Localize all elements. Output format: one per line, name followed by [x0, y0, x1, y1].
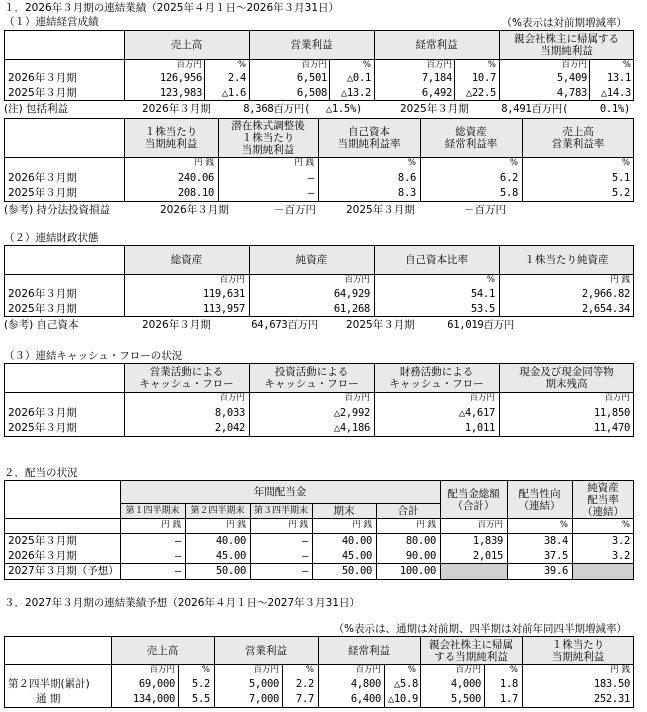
unit-label: % — [201, 665, 210, 675]
cell-value: 8.3 — [397, 187, 416, 199]
header-q3: 第３四半期末 — [253, 506, 308, 516]
cell-value: 5.1 — [611, 172, 630, 184]
header-roa: 総資産 経常利益率 — [444, 126, 498, 150]
cell-value: 10.7 — [471, 72, 496, 84]
unit-label: 円 銭 — [352, 520, 372, 530]
cell-value: 50.00 — [341, 565, 372, 577]
unit-label: 百万円 — [176, 60, 202, 70]
cell-value: 3.2 — [611, 535, 630, 547]
header-total-assets: 総資産 — [170, 254, 203, 266]
cell-value: 40.00 — [215, 535, 246, 547]
comprehensive-pct: △1.5%) — [325, 103, 362, 115]
header-operating-cf: 営業活動による キャッシュ・フロー — [139, 366, 234, 390]
unit-label: % — [509, 158, 518, 168]
cell-value: 2,966.82 — [581, 288, 630, 300]
unit-label: 円 銭 — [416, 520, 436, 530]
unit-label: 円 銭 — [610, 665, 630, 675]
row-label: 2026年３月期 — [8, 72, 77, 84]
unit-label: 円 銭 — [610, 275, 630, 285]
unit-label: 円 銭 — [294, 158, 314, 168]
cell-value: 7,000 — [248, 693, 279, 705]
header-annual-dividend: 年間配当金 — [253, 486, 307, 498]
cell-value: 5.2 — [611, 187, 630, 199]
unit-label: % — [407, 158, 416, 168]
header-net-assets: 純資産 — [295, 254, 328, 266]
header-cash-end: 現金及び現金同等物 期末残高 — [519, 366, 614, 390]
cell-value: 3.2 — [611, 550, 630, 562]
cell-value: 11,470 — [593, 422, 630, 434]
cell-value: ― — [174, 550, 181, 562]
unit-label: 百万円 — [219, 275, 245, 285]
cell-value: △0.1 — [346, 72, 371, 84]
section-title-dividends: ２．配当の状況 — [4, 467, 78, 479]
header-forecast-eps: １株当たり 当期純利益 — [551, 638, 605, 663]
unit-label: % — [621, 158, 630, 168]
row-label: 2025年３月期 — [8, 187, 77, 199]
header-investing-cf: 投資活動による キャッシュ・フロー — [264, 366, 359, 390]
percent-note: （%表示は対前期増減率） — [501, 17, 627, 29]
unit-label: % — [237, 60, 246, 70]
row-label: 通 期 — [36, 693, 61, 705]
cell-value: △10.9 — [387, 693, 418, 705]
cell-value: 69,000 — [138, 678, 175, 690]
cell-value: △14.3 — [600, 87, 631, 99]
header-doe: 純資産 配当率 （連結） — [582, 481, 624, 518]
cell-value: 80.00 — [405, 535, 436, 547]
header-forecast-operating: 営業利益 — [245, 644, 287, 657]
unit-label: 円 銭 — [194, 158, 214, 168]
cell-value: 126,956 — [159, 72, 202, 84]
cell-value: △4,186 — [333, 422, 370, 434]
cell-value: 2.4 — [227, 72, 246, 84]
cell-value: 53.5 — [470, 303, 495, 315]
row-label: 2026年３月期 — [8, 172, 77, 184]
header-q1: 第１四半期末 — [125, 506, 180, 516]
unit-label: 円 銭 — [226, 520, 246, 530]
unit-label: % — [509, 665, 518, 675]
unit-label: % — [621, 520, 630, 530]
row-label: 2026年３月期 — [8, 288, 77, 300]
subsection-cash-flows: （３）連結キャッシュ・フローの状況 — [4, 350, 183, 362]
unit-label: 百万円 — [344, 275, 370, 285]
header-operating-income: 営業利益 — [290, 39, 333, 51]
cell-value: 8,033 — [214, 407, 245, 419]
period-label: 2025年３月期 — [346, 204, 415, 216]
equity-method-value: －百万円 — [464, 204, 506, 216]
cell-value: 4,783 — [556, 87, 587, 99]
header-roe: 自己資本 当期純利益率 — [337, 126, 401, 150]
cell-value: ― — [301, 565, 308, 577]
unit-label: 百万円 — [219, 393, 245, 403]
forecast-note: （%表示は、通期は対前期、四半期は対前年同四半期増減率） — [333, 623, 627, 635]
cell-value: △22.5 — [465, 87, 496, 99]
cell-value: 5.2 — [191, 678, 210, 690]
cell-value: ― — [174, 535, 181, 547]
period-label: 2026年３月期 — [142, 319, 211, 331]
unit-label: 百万円 — [344, 393, 370, 403]
unit-label: % — [487, 60, 496, 70]
cell-value: 7.7 — [295, 693, 314, 705]
unit-label: 百万円 — [455, 665, 481, 675]
cell-value: ― — [301, 535, 308, 547]
row-label: 2026年３月期 — [8, 407, 77, 419]
row-label: 2025年３月期 — [8, 535, 77, 547]
header-total-dividends: 配当金総額 （合計） — [447, 487, 500, 512]
cell-value: 6,508 — [296, 87, 327, 99]
period-label: 2026年３月期 — [142, 103, 211, 115]
header-bps: １株当たり純資産 — [524, 254, 609, 266]
subsection-operating-results: （１）連結経営成績 — [4, 16, 99, 28]
cell-value: 123,983 — [159, 87, 202, 99]
unit-label: % — [362, 60, 371, 70]
row-label: 2025年３月期 — [8, 87, 77, 99]
cell-value: △13.2 — [340, 87, 371, 99]
unit-label: 円 銭 — [288, 520, 308, 530]
cell-value: 64,929 — [333, 288, 370, 300]
cell-value: 5,000 — [248, 678, 279, 690]
cell-value: △4,617 — [458, 407, 495, 419]
unit-label: 百万円 — [355, 665, 381, 675]
cell-value: 54.1 — [470, 288, 495, 300]
cell-value: 1.8 — [499, 678, 518, 690]
cell-value: 240.06 — [177, 172, 214, 184]
cell-value: 1,839 — [472, 535, 503, 547]
cell-value: ― — [307, 172, 314, 184]
comprehensive-value: 8,368百万円( — [243, 103, 310, 115]
unit-label: 百万円 — [469, 393, 495, 403]
cell-value: 90.00 — [405, 550, 436, 562]
cell-value: 11,850 — [593, 407, 630, 419]
cell-value: ― — [301, 550, 308, 562]
equity-method-label: (参考) 持分法投資損益 — [4, 204, 111, 216]
cell-value: 6,400 — [350, 693, 381, 705]
cell-value: 5,500 — [450, 693, 481, 705]
cell-value: 1,011 — [464, 422, 495, 434]
cell-value: 208.10 — [177, 187, 214, 199]
cell-value: 2,654.34 — [581, 303, 630, 315]
cell-value: ― — [174, 565, 181, 577]
section-title-results: １．2026年３月期の連結業績（2025年４月１日～2026年３月31日） — [4, 2, 340, 14]
cell-value: 252.31 — [593, 693, 630, 705]
cell-value: 50.00 — [215, 565, 246, 577]
cell-value: 45.00 — [215, 550, 246, 562]
section-title-forecast: ３．2027年３月期の連結業績予想（2026年４月１日～2027年３月31日） — [4, 597, 361, 609]
header-year-end: 期末 — [333, 505, 355, 517]
unit-label: 百万円 — [253, 665, 279, 675]
cell-value: 2,042 — [214, 422, 245, 434]
cell-value: 113,957 — [202, 303, 245, 315]
cell-value: 119,631 — [202, 288, 245, 300]
equity-value: 64,673百万円 — [251, 319, 318, 331]
equity-label: (参考) 自己資本 — [4, 319, 79, 331]
cell-value: ― — [307, 187, 314, 199]
header-forecast-net: 親会社株主に帰属 する当期純利益 — [429, 638, 513, 663]
cell-value: 4,800 — [350, 678, 381, 690]
cell-value: 5.8 — [499, 187, 518, 199]
cell-value: 2.2 — [295, 678, 314, 690]
unit-label: % — [559, 520, 568, 530]
unit-label: % — [305, 665, 314, 675]
header-eps: １株当たり 当期純利益 — [144, 126, 198, 150]
header-equity-ratio: 自己資本比率 — [405, 254, 468, 266]
cell-value: 2,015 — [472, 550, 503, 562]
comprehensive-value: 8,491百万円( — [501, 103, 568, 115]
row-label: 2026年３月期 — [8, 550, 77, 562]
cell-value: 6.2 — [499, 172, 518, 184]
header-net-sales: 売上高 — [170, 39, 203, 51]
header-forecast-sales: 売上高 — [146, 644, 179, 657]
comprehensive-pct: 0.1%) — [599, 103, 630, 115]
cell-value: △1.6 — [221, 87, 246, 99]
cell-value: △2,992 — [333, 407, 370, 419]
period-label: 2025年３月期 — [346, 319, 415, 331]
unit-label: % — [407, 665, 416, 675]
subsection-financial-position: （２）連結財政状態 — [4, 232, 99, 244]
row-label: 第２四半期(累計) — [8, 678, 90, 690]
header-payout-ratio: 配当性向 （連結） — [518, 487, 561, 512]
unit-label: 百万円 — [149, 665, 175, 675]
header-net-income-parent: 親会社株主に帰属する 当期純利益 — [514, 33, 619, 57]
cell-value: 6,492 — [421, 87, 452, 99]
cell-value: 40.00 — [341, 535, 372, 547]
unit-label: 円 銭 — [161, 520, 181, 530]
unit-label: 百万円 — [426, 60, 452, 70]
unit-label: 百万円 — [604, 393, 630, 403]
period-label: 2025年３月期 — [400, 103, 469, 115]
header-total: 合計 — [397, 505, 419, 517]
cell-value: 5,409 — [556, 72, 587, 84]
unit-label: 百万円 — [301, 60, 327, 70]
row-label: 2027年３月期（予想） — [8, 565, 119, 577]
cell-value: 134,000 — [132, 693, 175, 705]
period-label: 2026年３月期 — [160, 204, 229, 216]
equity-method-value: －百万円 — [274, 204, 316, 216]
cell-value: 183.50 — [593, 678, 630, 690]
cell-value: 100.00 — [399, 565, 436, 577]
cell-value: 39.6 — [543, 565, 568, 577]
row-label: 2025年３月期 — [8, 422, 77, 434]
cell-value: 6,501 — [296, 72, 327, 84]
cell-value: 8.6 — [397, 172, 416, 184]
cell-value: 7,184 — [421, 72, 452, 84]
cell-value: 5.5 — [191, 693, 210, 705]
header-diluted-eps: 潜在株式調整後 １株当たり 当期純利益 — [231, 120, 305, 156]
equity-value: 61,019百万円 — [447, 319, 514, 331]
cell-value: 38.4 — [543, 535, 568, 547]
cell-value: 61,268 — [333, 303, 370, 315]
cell-value: 4,000 — [450, 678, 481, 690]
comprehensive-income-label: (注) 包括利益 — [4, 103, 69, 115]
unit-label: % — [486, 275, 495, 285]
header-forecast-ordinary: 経常利益 — [348, 644, 390, 657]
header-financing-cf: 財務活動による キャッシュ・フロー — [389, 366, 484, 390]
unit-label: % — [622, 60, 631, 70]
unit-label: 百万円 — [477, 520, 503, 530]
header-q2: 第２四半期末 — [190, 506, 245, 516]
cell-value: 13.1 — [606, 72, 631, 84]
cell-value: 1.7 — [499, 693, 518, 705]
row-label: 2025年３月期 — [8, 303, 77, 315]
header-operating-margin: 売上高 営業利益率 — [551, 126, 605, 150]
cell-value: △5.8 — [393, 678, 418, 690]
cell-value: 45.00 — [341, 550, 372, 562]
unit-label: 百万円 — [561, 60, 587, 70]
cell-value: 37.5 — [543, 550, 568, 562]
header-ordinary-income: 経常利益 — [415, 39, 458, 51]
